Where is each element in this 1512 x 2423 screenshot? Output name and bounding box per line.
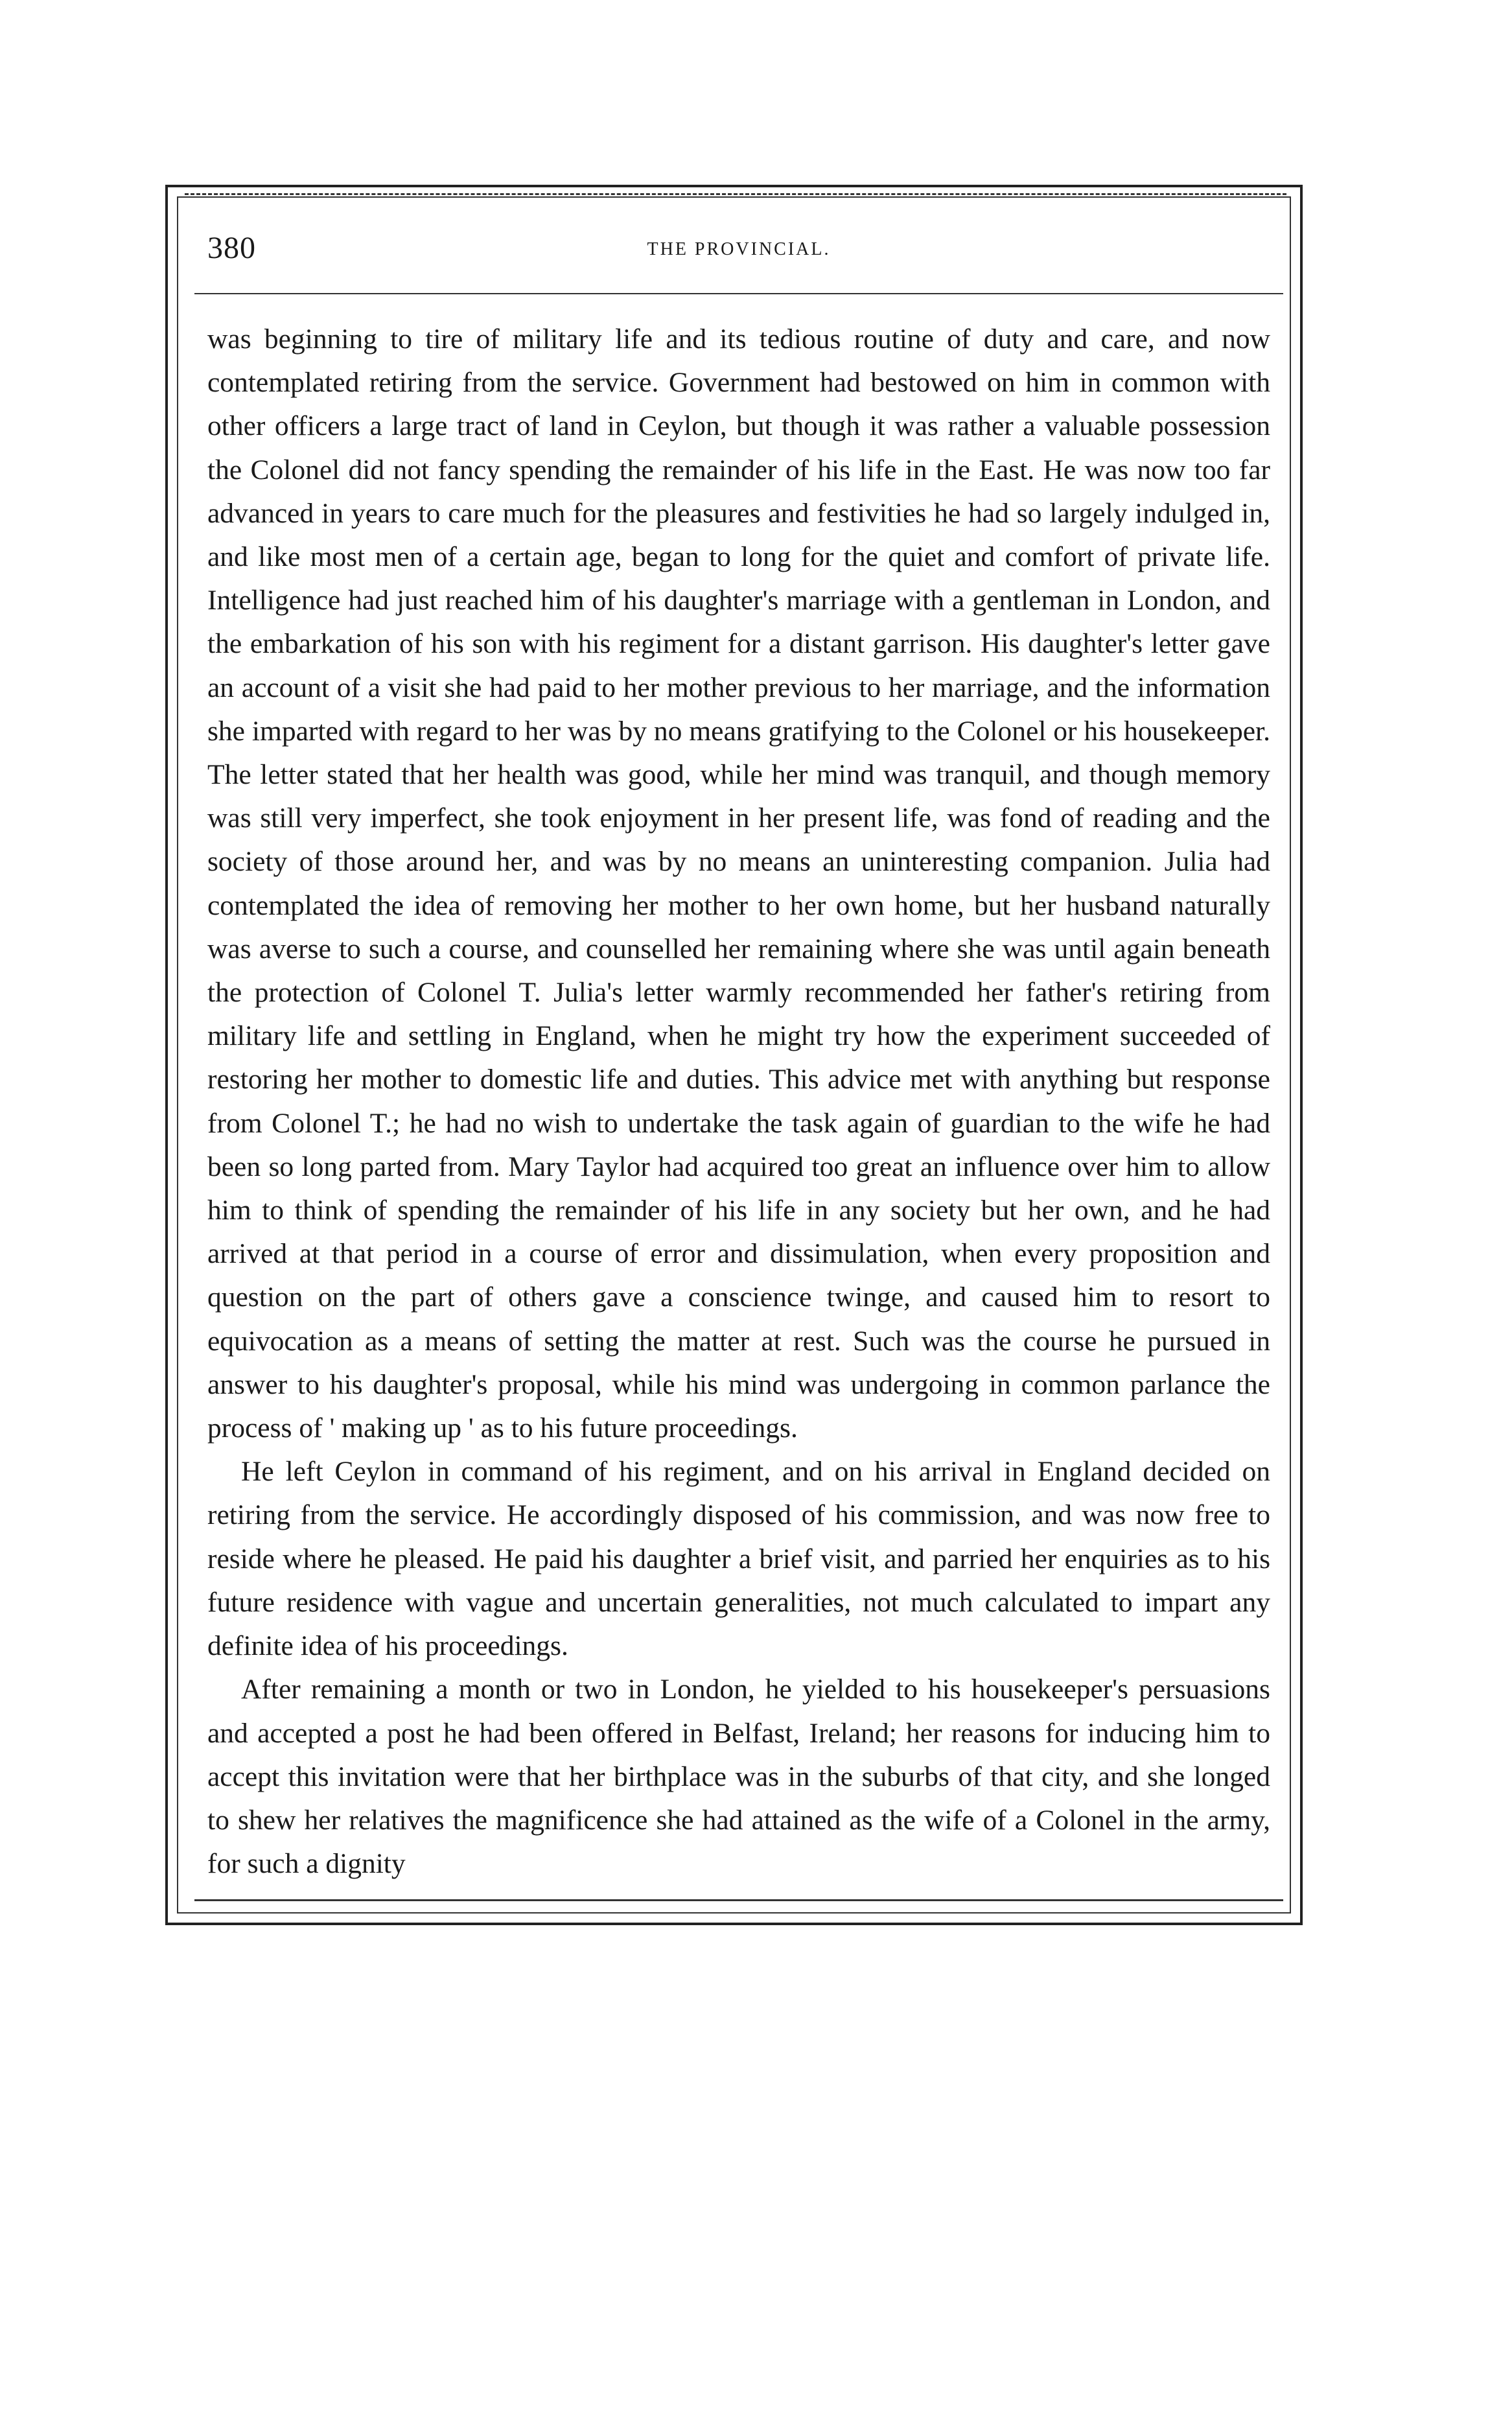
header-rule [194,293,1283,294]
paragraph: After remaining a month or two in London, he yielded to his housekeeper's persuasions and accepted a post he had been offered in Belfast, Ireland; her reasons for inducing him to accept this invitation were that her birthplace was in the suburbs of that city, and she longed to shew her relatives the magnificence she had attained as the wife of a Colonel in the army, for such a dignity [207,1674,1270,1880]
paragraph: He left Ceylon in command of his regiment, and on his arrival in England decided on retiring from the service. He accordingly disposed of his commission, and was now free to reside where he pleased. He paid his daughter a brief visit, and parried her enquiries as to his future residence with vague and uncertain generalities, not much calculated to impart any definite idea of his proceedings. [207,1456,1270,1662]
page-number: 380 [207,231,256,265]
body-text [207,318,1270,1886]
page-header [207,230,1270,275]
bottom-rule [194,1899,1283,1901]
running-title: THE PROVINCIAL. [647,239,831,259]
paragraph-continuation: was beginning to tire of military life and its tedious routine of duty and care, and now contemplated retiring from the service. Government had bestowed on him in common with other officers a large tract of land in Ceylon, but though it was rather a valuable possession the Colonel did not fancy spending the remainder of his life in the East. He was now too far advanced in years to care much for the pleasures and festivities he had so largely indulged in, and like most men of a certain age, began to long for the quiet and comfort of private life. Intelligence had just reached him of his daughter's marriage with a gentleman in London, and the embarkation of his son with his regiment for a distant garrison. His daughter's letter gave an account of a visit she had paid to her mother previous to her marriage, and the information she imparted with regard to her was by no means gratifying to the Colonel or his housekeeper. The letter stated that her health was good, while her mind was tranquil, and though memory was still very imperfect, she took enjoyment in her present life, was fond of reading and the society of those around her, and was by no means an uninteresting companion. Julia had contemplated the idea of removing her mother to her own home, but her husband naturally was averse to such a course, and counselled her remaining where she was until again beneath the protection of Colonel T. Julia's letter warmly recommended her father's retiring from military life and settling in England, when he might try how the experiment succeeded of restoring her mother to domestic life and duties. This advice met with anything but response from Colonel T.; he had no wish to undertake the task again of guardian to the wife he had been so long parted from. Mary Taylor had acquired too great an influence over him to allow him to think of spending the remainder of his life in any society but her own, and he had arrived at that period in a course of error and dissimulation, when every proposition and question on the part of others gave a conscience twinge, and caused him to resort to equivocation as a means of setting the matter at rest. Such was the course he pursued in answer to his daughter's proposal, while his mind was undergoing in common parlance the process of ' making up ' as to his future proceedings. [207,323,1270,1444]
